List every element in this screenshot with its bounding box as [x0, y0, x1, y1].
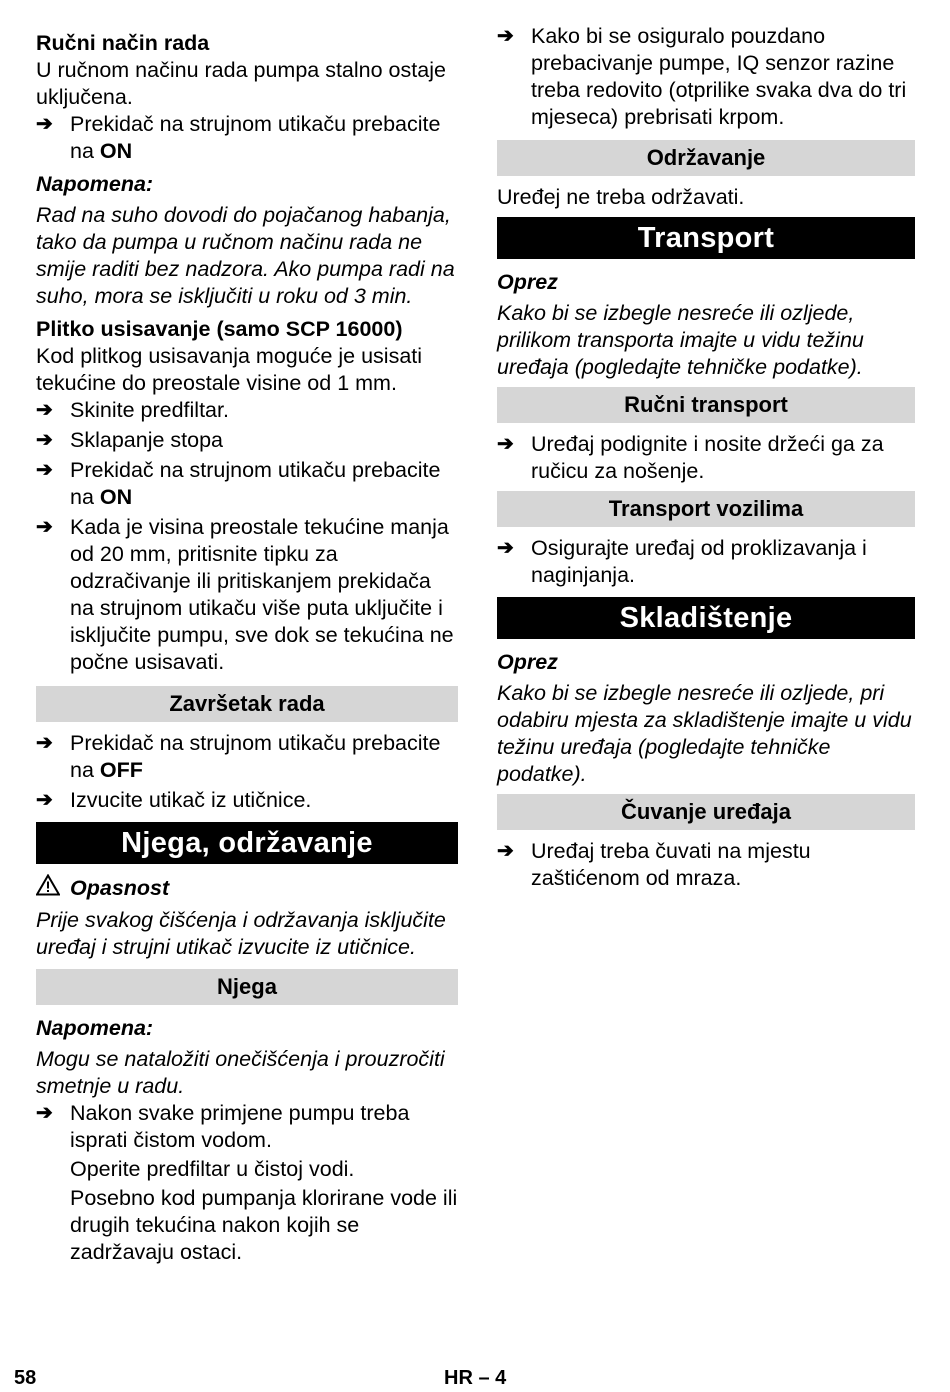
- end-bullet-2: ➔ Izvucite utikač iz utičnice.: [36, 788, 312, 812]
- danger-row: [36, 874, 458, 903]
- shallow-text: Kod plitkog usisavanja moguće je usisati tekućine do preostale visine od 1 mm.: [36, 344, 423, 395]
- right-column: [497, 23, 915, 892]
- note-text: Rad na suho dovodi do pojačanog habanja, tako da pumpa u ručnom načinu rada ne smije raditi bez nadzora. Ako pumpa radi na suho, mora se isključiti u roku od 3 min.: [36, 203, 455, 308]
- vehicle-transport-heading: Transport vozilima: [497, 491, 915, 527]
- bullet-bold: ON: [99, 139, 133, 163]
- care-note-label: Napomena:: [36, 1016, 154, 1040]
- care-bullet-1: ➔ Nakon svake primjene pumpu treba isprati čistom vodom.: [36, 1101, 410, 1152]
- care-maintenance-heading: Njega, održavanje: [36, 822, 458, 864]
- arrow-icon: ➔: [36, 516, 53, 538]
- storage-caution-text: Kako bi se izbegle nesreće ili ozljede, pri odabiru mjesta za skladištenje imajte u vidu težinu uređaja (pogledajte tehničke podatke).: [497, 681, 912, 786]
- manual-mode-text: U ručnom načinu rada pumpa stalno ostaje uključena.: [36, 58, 446, 109]
- left-column: [36, 30, 458, 1266]
- arrow-icon: ➔: [497, 537, 514, 559]
- transport-caution-text: Kako bi se izbegle nesreće ili ozljede, prilikom transporta imajte u vidu težinu uređaja (pogledajte tehničke podatke).: [497, 301, 864, 379]
- transport-caution-label: Oprez: [497, 270, 558, 294]
- manual-mode-heading: Ručni način rada: [36, 31, 210, 55]
- arrow-icon: ➔: [36, 732, 53, 754]
- page-number: 58: [14, 1367, 37, 1389]
- arrow-icon: ➔: [497, 433, 514, 455]
- shallow-bullet-1: ➔ Skinite predfiltar.: [36, 398, 229, 422]
- maintenance-text: Uređej ne treba održavati.: [497, 185, 745, 209]
- note-label: Napomena:: [36, 172, 154, 196]
- intro-bullet: ➔ Kako bi se osiguralo pouzdano prebacivanje pumpe, IQ senzor razine treba redovito (otprilike svaka dva do tri mjeseca) prebrisati krpom.: [497, 24, 907, 129]
- maintenance-heading: Održavanje: [497, 140, 915, 176]
- care-line-2: Operite predfiltar u čistoj vodi.: [70, 1157, 355, 1181]
- danger-text: Prije svakog čišćenja i održavanja isključite uređaj i strujni utikač izvucite iz utičnice.: [36, 908, 446, 959]
- keeping-heading: Čuvanje uređaja: [497, 794, 915, 830]
- storage-heading: Skladištenje: [497, 597, 915, 639]
- arrow-icon: ➔: [497, 25, 514, 47]
- arrow-icon: ➔: [36, 789, 53, 811]
- arrow-icon: ➔: [36, 113, 53, 135]
- shallow-bullet-3: ➔ Prekidač na strujnom utikaču prebacite na ON: [36, 458, 441, 509]
- arrow-icon: ➔: [497, 840, 514, 862]
- arrow-icon: ➔: [36, 1102, 53, 1124]
- shallow-bullet-2: ➔ Sklapanje stopa: [36, 428, 223, 452]
- shallow-bullet-4: ➔ Kada je visina preostale tekućine manja od 20 mm, pritisnite tipku za odzračivanje ili pritiskanjem prekidača na strujnom utikaču više puta uključite i isključite pumpu, sve dok se tekućina ne počne usisavati.: [36, 515, 454, 674]
- keeping-bullet: ➔ Uređaj treba čuvati na mjestu zaštićenom od mraza.: [497, 839, 811, 890]
- transport-heading: Transport: [497, 217, 915, 259]
- warning-triangle-icon: [36, 874, 70, 903]
- manual-transport-heading: Ručni transport: [497, 387, 915, 423]
- care-heading: Njega: [36, 969, 458, 1005]
- page-section: HR – 4: [444, 1367, 507, 1389]
- arrow-icon: ➔: [36, 429, 53, 451]
- vehicle-transport-bullet: ➔ Osigurajte uređaj od proklizavanja i naginjanja.: [497, 536, 867, 587]
- end-heading: Završetak rada: [36, 686, 458, 722]
- danger-label: Opasnost: [70, 876, 170, 900]
- bullet-text: Prekidač na strujnom utikaču prebacite na: [70, 112, 441, 163]
- shallow-heading: Plitko usisavanje (samo SCP 16000): [36, 317, 403, 341]
- end-bullet-1: ➔ Prekidač na strujnom utikaču prebacite na OFF: [36, 731, 441, 782]
- care-line-3: Posebno kod pumpanja klorirane vode ili drugih tekućina nakon kojih se zadržavaju ostaci.: [70, 1186, 458, 1264]
- manual-transport-bullet: ➔ Uređaj podignite i nosite držeći ga za ručicu za nošenje.: [497, 432, 884, 483]
- arrow-icon: ➔: [36, 459, 53, 481]
- care-note-text: Mogu se nataložiti onečišćenja i prouzročiti smetnje u radu.: [36, 1047, 445, 1098]
- arrow-icon: ➔: [36, 399, 53, 421]
- storage-caution-label: Oprez: [497, 650, 558, 674]
- manual-mode-bullet: [36, 111, 458, 165]
